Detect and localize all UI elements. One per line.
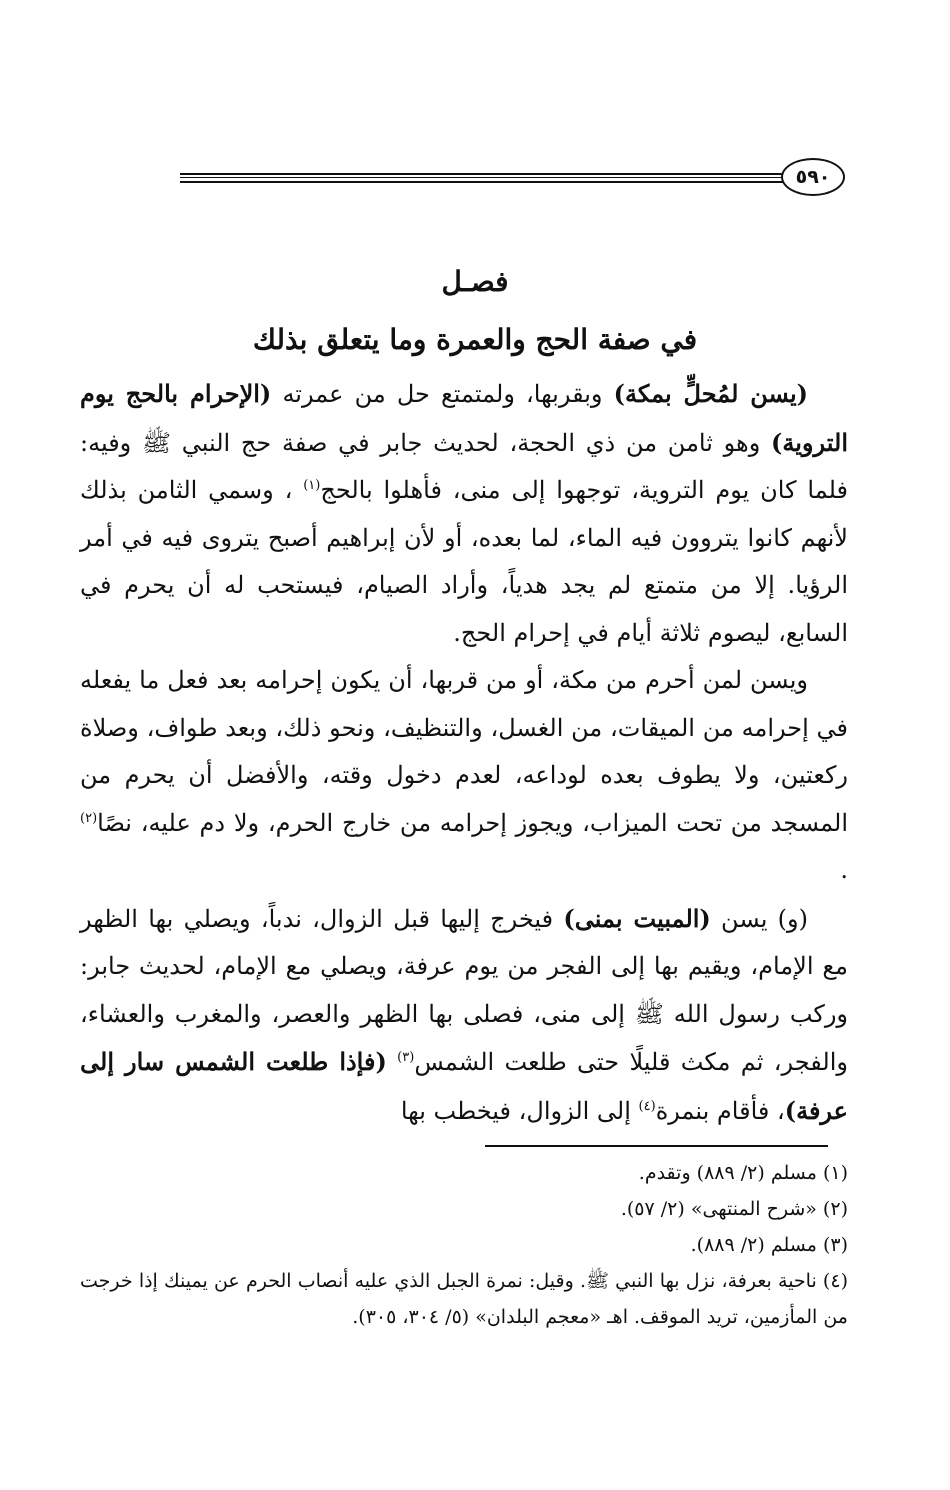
matn-text: (يسن لمُحلٍّ بمكة) <box>613 379 808 408</box>
sharh-text: وهو ثامن من ذي الحجة، لحديث جابر في صفة حج النبي ﷺ وفيه: فلما كان يوم التروية، توجهوا إلى منى، فأهلوا بالحج <box>80 428 848 504</box>
paragraph-3 <box>80 895 848 1136</box>
sharh-text: (و) يسن <box>710 904 809 933</box>
footnote-ref-4: (٤) <box>638 1098 656 1114</box>
section-subtitle: في صفة الحج والعمرة وما يتعلق بذلك <box>252 323 698 356</box>
footnote-ref-2: (٢) <box>80 810 98 826</box>
sharh-text: وبقربها، ولمتمتع حل من عمرته <box>271 380 614 408</box>
footnote-4: (٤) ناحية بعرفة، نزل بها النبي ﷺ. وقيل: نمرة الجبل الذي عليه أنصاب الحرم عن يمينك إذا خرجت من المأزمين، تريد الموقف. اهـ «معجم البلدان» (٥/ ٣٠٤، ٣٠٥). <box>80 1270 848 1328</box>
main-text <box>80 370 848 1135</box>
sharh-text <box>387 1048 397 1076</box>
footnote-divider <box>485 1145 828 1147</box>
sharh-text: ويسن لمن أحرم من مكة، أو من قربها، أن يكون إحرامه بعد فعل ما يفعله في إحرامه من الميقات، من الغسل، والتنظيف، ونحو ذلك، وبعد طواف، وصلاة ركعتين، ولا يطوف بعده لوداعه، لعدم دخول وقته، والأفضل أن يحرم من المسجد من تحت الميزاب، ويجوز إحرامه من خارج الحرم، ولا دم عليه، نصًا <box>80 666 848 837</box>
footnote-1: (١) مسلم (٢/ ٨٨٩) وتقدم. <box>638 1162 848 1184</box>
matn-text: (الإحرام بالحج يوم التروية) <box>80 379 848 457</box>
sharh-text: ، فأقام بنمرة <box>655 1096 785 1125</box>
sharh-text: . <box>840 856 848 884</box>
matn-text: (المبيت بمنى) <box>563 903 711 933</box>
header-rule <box>180 173 785 183</box>
section-title: فصـل <box>441 265 509 298</box>
page-header <box>180 156 845 200</box>
footnote-ref-3: (٣) <box>397 1050 415 1065</box>
footnotes <box>80 1155 848 1335</box>
matn-text: (فإذا طلعت الشمس سار إلى عرفة) <box>80 1047 848 1125</box>
sharh-text: إلى الزوال، فيخطب بها <box>400 1096 639 1125</box>
paragraph-2 <box>80 657 848 895</box>
footnote-2: (٢) «شرح المنتهى» (٢/ ٥٧). <box>620 1198 848 1220</box>
footnote-ref-1: (١) <box>303 478 321 493</box>
footnote-3: (٣) مسلم (٢/ ٨٨٩). <box>690 1234 848 1256</box>
page-number: ٥٩٠ <box>781 158 845 196</box>
sharh-text: فيخرج إليها قبل الزوال، ندباً، ويصلي بها الظهر مع الإمام، ويقيم بها إلى الفجر من يوم عرفة، ويصلي مع الإمام، لحديث جابر: وركب رسول الله ﷺ إلى منى، فصلى بها الظهر والعصر، والمغرب والعشاء، والفجر، ثم مكث قليلًا حتى طلعت الشمس <box>80 904 848 1076</box>
paragraph-1 <box>80 370 848 657</box>
sharh-text: ، وسمي الثامن بذلك لأنهم كانوا يتروون فيه الماء، لما بعده، أو لأن إبراهيم أصبح يتروى فيه في أمر الرؤيا. إلا من متمتع لم يجد هدياً، وأراد الصيام، فيستحب له أن يحرم في السابع، ليصوم ثلاثة أيام في إحرام الحج. <box>80 476 848 647</box>
